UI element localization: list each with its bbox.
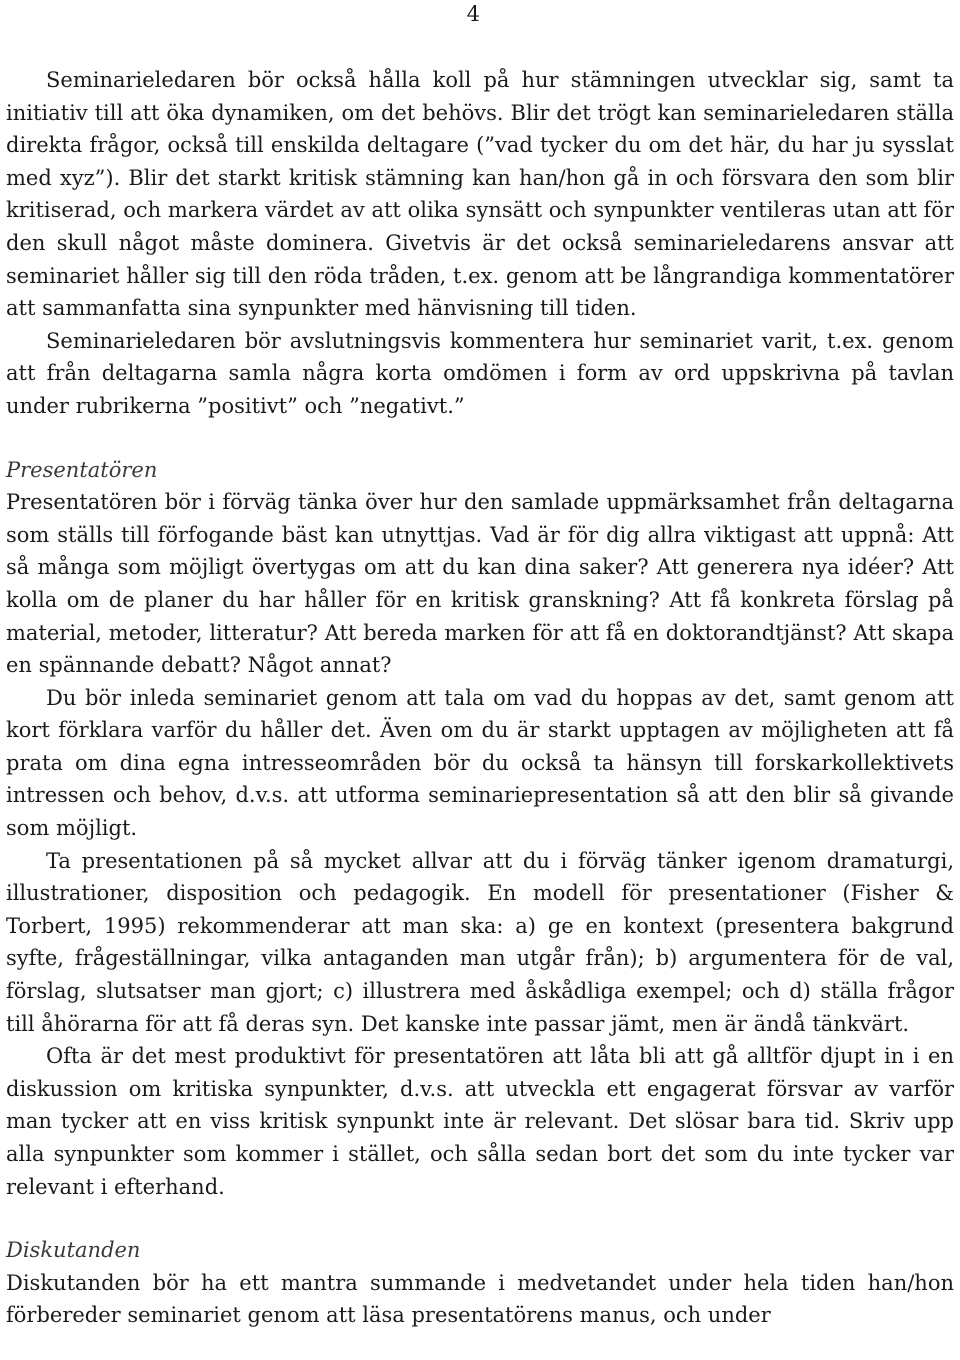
page-number: 4 xyxy=(466,2,480,26)
section-heading-discussant: Diskutanden xyxy=(6,1238,141,1263)
paragraph-presenter-opening: Du bör inleda seminariet genom att tala om vad du hoppas av det, samt genom att kort förklara varför du håller det. Även om du är starkt upptagen av möjligheten att få prata om dina egna intresseområden bör du också ta hänsyn till forskarkollektivets intressen och behov, d.v.s. att utforma seminariepresentation så att den blir så givande som möjligt. xyxy=(6,685,954,841)
paragraph-seminar-leader-closing: Seminarieledaren bör avslutningsvis kommentera hur seminariet varit, t.ex. genom att från deltagarna samla några korta omdömen i form av ord uppskrivna på tavlan under rubrikerna ”positivt” och ”negativt.” xyxy=(6,328,954,418)
section-heading-presenter: Presentatören xyxy=(6,457,158,482)
paragraph-presenter-criticism: Ofta är det mest produktivt för presentatören att låta bli att gå alltför djupt in i en diskussion om kritiska synpunkter, d.v.s. att utveckla ett engagerat försvar av varför man tycker att en viss kritisk synpunkt inte är relevant. Det slösar bara tid. Skriv upp alla synpunkter som kommer i stället, och sålla sedan bort det som du inte tycker var relevant i efterhand. xyxy=(6,1044,954,1199)
document-body xyxy=(6,64,954,1332)
paragraph-presenter-goals: Presentatören bör i förväg tänka över hur den samlade uppmärksamhet från deltagarna som ställs till förfogande bäst kan utnyttjas. Vad är för dig allra viktigast att uppnå: Att så många som möjligt övertygas om att du kan dina saker? Att generera nya idéer? Att kolla om de planer du har håller för en kritisk granskning? Att få konkreta förslag på material, metoder, litteratur? Att bereda marken för att få en doktorandtjänst? Att skapa en spännande debatt? Något annat? xyxy=(6,490,954,678)
document-page xyxy=(6,0,954,1360)
paragraph-presenter-model: Ta presentationen på så mycket allvar att du i förväg tänker igenom dramaturgi, illustrationer, disposition och pedagogik. En modell för presentationer (Fisher & Torbert, 1995) rekommenderar att man ska: a) ge en kontext (presentera bakgrund syfte, frågeställningar, vilka antaganden man utgår från); b) argumentera för de val, förslag, slutsatser man gjort; c) illustrera med åskådliga exempel; och d) ställa frågor till åhörarna för att få deras syn. Det kanske inte passar jämt, men är ändå tänkvärt. xyxy=(6,848,954,1036)
paragraph-discussant-mantra: Diskutanden bör ha ett mantra summande i medvetandet under hela tiden han/hon förbereder seminariet genom att läsa presentatörens manus, och under xyxy=(6,1270,954,1328)
paragraph-seminar-leader-mood: Seminarieledaren bör också hålla koll på hur stämningen utvecklar sig, samt ta initiativ till att öka dynamiken, om det behövs. Blir det trögt kan seminarieledaren ställa direkta frågor, också till enskilda deltagare (”vad tycker du om det här, du har ju sysslat med xyz”). Blir det starkt kritisk stämning kan han/hon gå in och försvara den som blir kritiserad, och markera värdet av att olika synsätt och synpunkter ventileras utan att för den skull något måste dominera. Givetvis är det också seminarieledarens ansvar att seminariet håller sig till den röda tråden, t.ex. genom att be långrandiga kommentatörer att sammanfatta sina synpunkter med hänvisning till tiden. xyxy=(6,68,954,321)
